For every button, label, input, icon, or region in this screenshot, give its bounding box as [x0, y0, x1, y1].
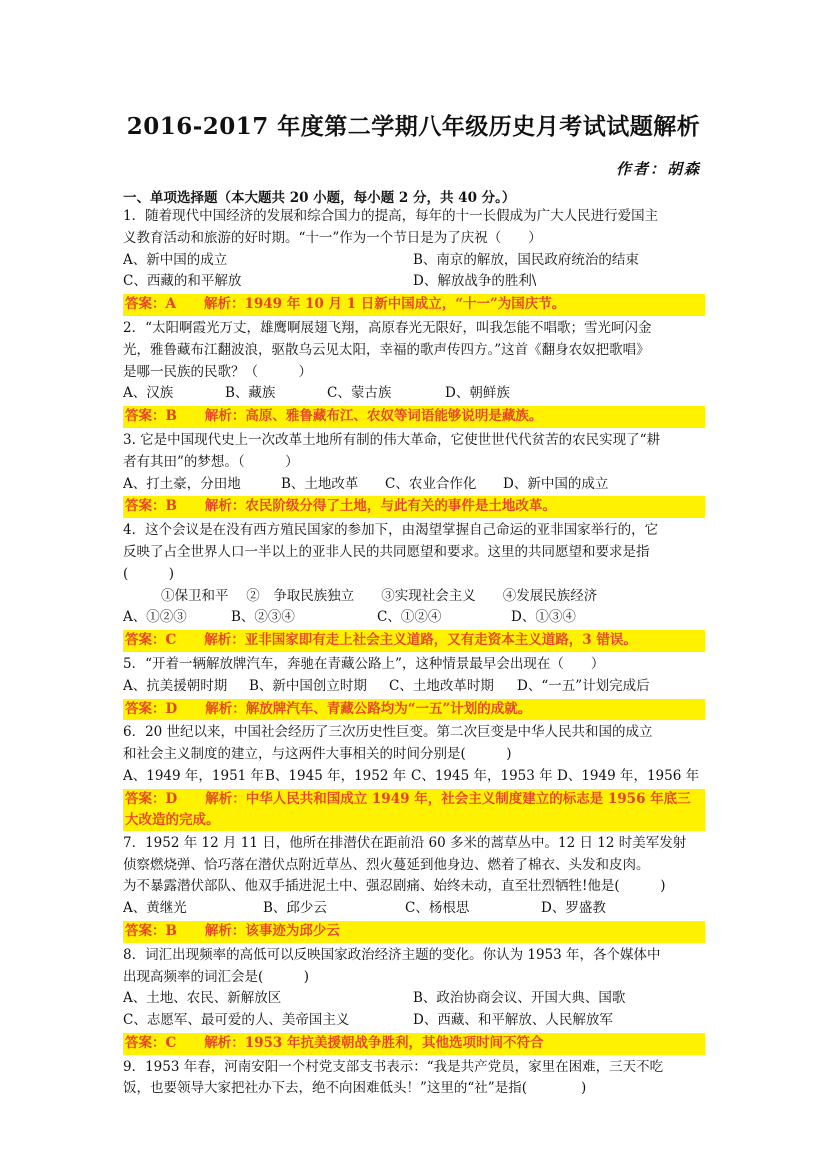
question-stem: 7．1952 年 12 月 11 日，他所在排潜伏在距前沿 60 多米的蒿草丛中。12 日 12 时美军发射	[123, 834, 687, 851]
option-row	[123, 676, 705, 698]
option-a: A、新中国的成立	[123, 251, 228, 268]
option-d: D、朝鲜族	[445, 385, 510, 402]
question-1	[123, 206, 705, 316]
question-stem: 侦察燃烧弹、恰巧落在潜伏点附近草丛、烈火蔓延到他身边、燃着了棉衣、头发和皮肉。	[123, 856, 650, 873]
question-stem: 光，雅鲁藏布江翻波浪，驱散乌云见太阳，幸福的歌声传四方。”这首《翻身农奴把歌唱》	[123, 341, 650, 358]
section-heading: 一、单项选择题（本大题共 20 小题，每小题 2 分，共 40 分。）	[123, 190, 516, 206]
question-stem: 者有其田”的梦想。（ ）	[123, 453, 299, 470]
question-stem: ( )	[123, 565, 175, 582]
question-stem: 出现高频率的词汇会是( )	[123, 968, 310, 985]
option-b: B、土地改革	[281, 475, 359, 492]
option-b: B、藏族	[225, 385, 276, 402]
option-b: B、新中国创立时期	[249, 677, 367, 694]
answer-box	[123, 699, 705, 721]
question-8	[123, 945, 705, 1055]
option-d: D、新中国的成立	[503, 475, 609, 492]
answer-label: 答案：D	[125, 700, 178, 717]
question-3	[123, 430, 705, 518]
option-c: C、志愿军、最可爱的人、美帝国主义	[123, 1012, 350, 1029]
option-b: B、南京的解放，国民政府统治的结束	[413, 251, 639, 268]
question-9	[123, 1057, 705, 1101]
option-row	[123, 766, 705, 788]
option-d: D、①③④	[511, 609, 576, 626]
question-stem: 5．“开着一辆解放牌汽车，奔驰在青藏公路上”，这种情景最早会出现在（ ）	[123, 655, 605, 672]
answer-box	[123, 789, 705, 831]
answer-label: 答案：D	[125, 790, 178, 807]
answer-box	[123, 294, 705, 316]
answer-explanation: 解析：中华人民共和国成立 1949 年，社会主义制度建立的标志是 1956 年底三大改造的完成。	[125, 790, 691, 828]
question-stem: 反映了占全世界人口一半以上的亚非人民的共同愿望和要求。这里的共同愿望和要求是指	[123, 543, 650, 560]
question-6	[123, 722, 705, 830]
option-a: A、1949 年，1951 年	[123, 767, 265, 784]
option-d: D、1949 年，1956 年	[557, 767, 700, 784]
option-a: A、汉族	[123, 385, 174, 402]
option-row	[123, 250, 705, 272]
answer-explanation: 解析：1949 年 10 月 1 日新中国成立，“十一”为国庆节。	[203, 296, 566, 313]
answer-box	[123, 496, 705, 518]
question-7	[123, 833, 705, 943]
question-stem: 8．词汇出现频率的高低可以反映国家政治经济主题的变化。你认为 1953 年，各个媒体中	[123, 946, 661, 963]
answer-label: 答案：C	[125, 632, 177, 649]
question-stem: 和社会主义制度的建立，与这两件大事相关的时间分别是( )	[123, 746, 512, 763]
option-d: D、解放战争的胜利\	[413, 273, 537, 290]
question-5	[123, 654, 705, 720]
option-c: C、西藏的和平解放	[123, 273, 242, 290]
option-row	[123, 1010, 705, 1032]
numbered-items: ①保卫和平 ② 争取民族独立 ③实现社会主义 ④发展民族经济	[161, 587, 598, 604]
question-stem: 2．“太阳啊霞光万丈，雄鹰啊展翅飞翔，高原春光无限好，叫我怎能不唱歌；雪光呵闪金	[123, 319, 652, 336]
question-stem: 1．随着现代中国经济的发展和综合国力的提高，每年的十一长假成为广大人民进行爱国主	[123, 208, 659, 224]
option-c: C、杨根思	[405, 900, 470, 917]
page-title: 2016-2017 年度第二学期八年级历史月考试试题解析	[126, 113, 701, 140]
option-b: B、1945 年，1952 年	[265, 767, 407, 784]
answer-label: 答案：C	[125, 1034, 177, 1051]
answer-label: 答案：B	[125, 922, 177, 939]
question-4	[123, 520, 705, 652]
option-b: B、政治协商会议、开国大典、国歌	[413, 990, 626, 1007]
option-c: C、1945 年，1953 年	[411, 767, 553, 784]
option-c: C、土地改革时期	[389, 677, 494, 694]
option-d: D、西藏、和平解放、人民解放军	[413, 1012, 613, 1029]
option-row	[123, 271, 705, 293]
option-row	[123, 898, 705, 920]
question-stem: 是哪一民族的民歌？（ ）	[123, 363, 312, 380]
option-row	[123, 474, 705, 496]
answer-label: 答案：A	[125, 296, 176, 313]
option-a: A、①②③	[123, 609, 187, 626]
answer-explanation: 解析：农民阶级分得了土地，与此有关的事件是土地改革。	[204, 498, 556, 515]
question-stem: 3. 它是中国现代史上一次改革土地所有制的伟大革命，它使世世代代贫苦的农民实现了“耕	[123, 431, 661, 448]
answer-box	[123, 630, 705, 652]
option-a: A、土地、农民、新解放区	[123, 990, 282, 1007]
answer-box	[123, 406, 705, 428]
question-stem: 6．20 世纪以来，中国社会经历了三次历史性巨变。第二次巨变是中华人民共和国的成立	[123, 724, 653, 741]
question-stem: 义教育活动和旅游的好时期。“十一”作为一个节日是为了庆祝（ ）	[123, 229, 542, 246]
question-list	[123, 206, 705, 1100]
option-c: C、①②④	[377, 609, 442, 626]
option-c: C、农业合作化	[385, 475, 477, 492]
answer-label: 答案：B	[125, 498, 177, 515]
option-row	[123, 383, 705, 405]
option-row	[123, 607, 705, 629]
question-stem: 为不暴露潜伏部队、他双手插进泥土中、强忍剧痛、始终未动，直至壮烈牺牲!他是( )	[123, 878, 666, 895]
author-line: 作者：胡森	[615, 160, 701, 178]
option-row	[123, 988, 705, 1010]
answer-box	[123, 1033, 705, 1055]
answer-label: 答案：B	[125, 408, 177, 425]
answer-explanation: 解析：亚非国家即有走上社会主义道路，又有走资本主义道路，3 错误。	[204, 632, 637, 649]
answer-explanation: 解析：高原、雅鲁藏布江、农奴等词语能够说明是藏族。	[204, 408, 543, 425]
option-a: A、黄继光	[123, 900, 187, 917]
answer-box	[123, 921, 705, 943]
option-b: B、邱少云	[263, 900, 327, 917]
option-d: D、罗盛教	[541, 900, 606, 917]
question-stem: 4．这个会议是在没有西方殖民国家的参加下，由渴望掌握自己命运的亚非国家举行的，它	[123, 522, 659, 539]
option-b: B、②③④	[231, 609, 295, 626]
question-stem: 9．1953 年春，河南安阳一个村党支部支书表示：“我是共产党员，家里在困难，三天不吃	[123, 1058, 664, 1075]
answer-explanation: 解析：1953 年抗美援朝战争胜利，其他选项时间不符合	[204, 1034, 544, 1051]
answer-explanation: 解析：解放牌汽车、青藏公路均为“一五”计划的成就。	[205, 700, 532, 717]
option-d: D、“一五”计划完成后	[517, 677, 650, 694]
question-2	[123, 318, 705, 428]
question-stem: 饭，也要领导大家把社办下去，绝不向困难低头！”这里的“社”是指( )	[123, 1080, 587, 1097]
option-c: C、蒙古族	[327, 385, 392, 402]
option-a: A、打土豪，分田地	[123, 475, 241, 492]
answer-explanation: 解析：该事迹为邱少云	[204, 922, 340, 939]
option-a: A、抗美援朝时期	[123, 677, 228, 694]
